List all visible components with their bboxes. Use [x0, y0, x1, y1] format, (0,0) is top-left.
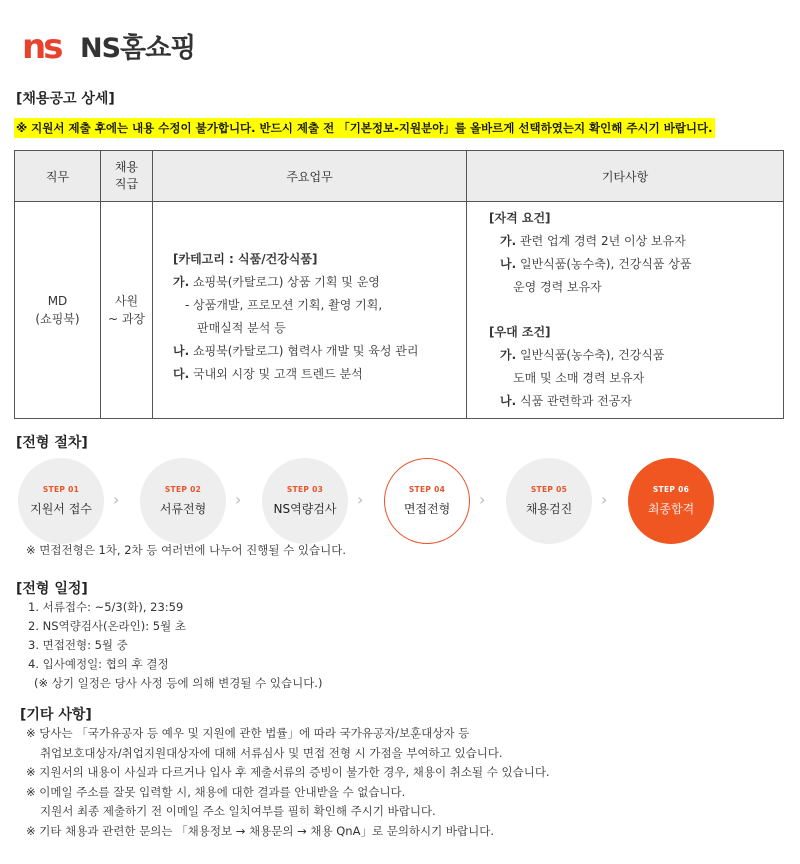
step-name: NS역량검사: [273, 502, 337, 516]
list-item: ※ 지원서의 내용이 사실과 다르거나 입사 후 제출서류의 증빙이 불가한 경우, 채용이 취소될 수 있습니다.: [26, 765, 550, 779]
step-number: STEP 05: [530, 485, 568, 494]
list-item: 4. 입사예정일: 협의 후 결정: [28, 657, 169, 671]
step-number: STEP 03: [286, 485, 324, 494]
step-name: 채용검진: [525, 502, 573, 516]
logo-wordmark: NS홈쇼핑: [80, 32, 196, 64]
list-item: 3. 면접전형: 5월 중: [28, 638, 128, 652]
duty-item-a-sub2: 판매실적 분석 등: [197, 321, 286, 335]
ns-logo-mark-icon: [20, 22, 74, 68]
list-item: 2. NS역량검사(온라인): 5월 초: [28, 619, 186, 633]
other-list: [26, 724, 550, 841]
preference-a-cont: 도매 및 소매 경력 보유자: [513, 371, 645, 385]
cell-grade: 사원 ~ 과장: [101, 202, 153, 419]
chevron-right-icon: ›: [235, 490, 242, 509]
header-grade: 채용 직급: [101, 151, 153, 202]
cell-job: MD (쇼핑북): [15, 202, 101, 419]
process-note: ※ 면접전형은 1차, 2차 등 여러번에 나누어 진행될 수 있습니다.: [26, 543, 346, 557]
ns-homeshopping-logo[interactable]: [20, 22, 195, 68]
header-job: 직무: [15, 151, 101, 202]
header-duties: 주요업무: [153, 151, 467, 202]
list-item: 취업보호대상자/취업지원대상자에 대해 서류심사 및 면접 전형 시 가점을 부여하고 있습니다.: [40, 745, 503, 760]
requirements-title: [자격 요건]: [489, 211, 551, 225]
requirement-b-cont: 운영 경력 보유자: [513, 280, 602, 294]
job-table: [14, 150, 784, 419]
svg-text:ns: ns: [22, 27, 61, 67]
step-number: STEP 02: [164, 485, 202, 494]
step-number: STEP 06: [652, 485, 690, 494]
requirement-b: 나. 일반식품(농수축), 건강식품 상품: [500, 257, 692, 271]
duties-category: [카테고리 : 식품/건강식품]: [173, 252, 318, 266]
process-steps: [18, 458, 778, 544]
step-4: [384, 458, 470, 544]
list-item: ※ 이메일 주소를 잘못 입력할 시, 채용에 대한 결과를 안내받을 수 없습니다.: [26, 784, 406, 799]
preferences-title: [우대 조건]: [489, 325, 551, 339]
list-item: 지원서 최종 제출하기 전 이메일 주소 일치여부를 필히 확인해 주시기 바랍니다.: [40, 804, 436, 818]
duty-item-a-sub: - 상품개발, 프로모션 기획, 촬영 기획,: [185, 298, 383, 312]
chevron-right-icon: ›: [357, 490, 364, 509]
cell-etc: [467, 202, 784, 419]
step-1: [18, 458, 104, 544]
detail-section-title: [채용공고 상세]: [16, 91, 115, 107]
cell-duties: [153, 202, 467, 419]
step-2: [140, 458, 226, 544]
schedule-list: [28, 598, 322, 693]
chevron-right-icon: ›: [601, 490, 608, 509]
schedule-section-title: [전형 일정]: [16, 581, 88, 597]
step-number: STEP 04: [408, 485, 446, 494]
step-number: STEP 01: [42, 485, 80, 494]
step-5: [506, 458, 592, 544]
duty-item-c: 다. 국내외 시장 및 고객 트렌드 분석: [173, 367, 363, 381]
chevron-right-icon: ›: [113, 490, 120, 509]
list-item: 1. 서류접수: ~5/3(화), 23:59: [28, 600, 184, 614]
header-etc: 기타사항: [467, 151, 784, 202]
step-3: [262, 458, 348, 544]
other-section-title: [기타 사항]: [20, 707, 92, 723]
chevron-right-icon: ›: [479, 490, 486, 509]
process-section-title: [전형 절차]: [16, 435, 88, 451]
list-item: ※ 기타 채용과 관련한 문의는 「채용정보 → 채용문의 → 채용 QnA」로 문의하시기 바랍니다.: [26, 823, 495, 838]
schedule-note: (※ 상기 일정은 당사 사정 등에 의해 변경될 수 있습니다.): [34, 676, 323, 690]
list-item: ※ 당사는 「국가유공자 등 예우 및 지원에 관한 법률」에 따라 국가유공자/보훈대상자 등: [26, 726, 470, 740]
requirement-a: 가. 관련 업계 경력 2년 이상 보유자: [500, 234, 686, 248]
step-name: 면접전형: [403, 502, 451, 516]
table-header-row: [15, 151, 784, 202]
step-name: 최종합격: [647, 502, 695, 516]
duty-item-a: 가. 쇼핑북(카탈로그) 상품 기획 및 운영: [173, 275, 380, 289]
step-name: 서류전형: [159, 502, 207, 516]
preference-a: 가. 일반식품(농수축), 건강식품: [500, 348, 665, 362]
duty-item-b: 나. 쇼핑북(카탈로그) 협력사 개발 및 육성 관리: [173, 344, 419, 358]
submission-notice: ※ 지원서 제출 후에는 내용 수정이 불가합니다. 반드시 제출 전 「기본정보-지원분야」를 올바르게 선택하였는지 확인해 주시기 바랍니다.: [14, 118, 715, 138]
step-6: [628, 458, 714, 544]
table-row: [15, 202, 784, 419]
step-name: 지원서 접수: [30, 502, 92, 516]
preference-b: 나. 식품 관련학과 전공자: [500, 394, 632, 408]
